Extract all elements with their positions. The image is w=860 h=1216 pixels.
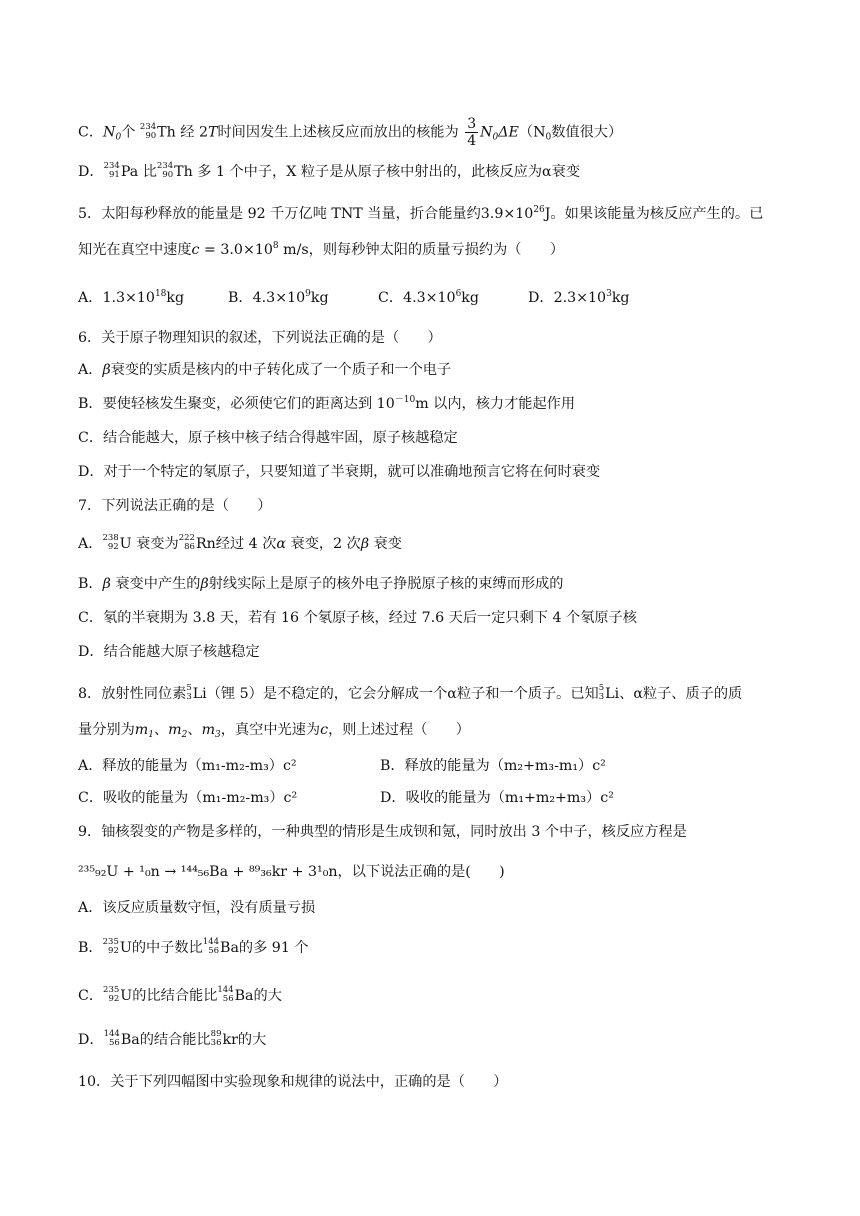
q9-option-b[interactable]: B． 235 92 U的中子数比 144 56 Ba的多 91 个 — [78, 937, 309, 956]
q5-option-a[interactable]: A．$1.3\times 10^{18}kg$ — [78, 289, 185, 306]
q7-option-a[interactable]: A． 238 92 U 衰变为 222 86 Rn经过 4 次α 衰变，2 次β 衰变 — [78, 533, 402, 552]
fraction: $\frac{3}{4}$ — [467, 116, 477, 149]
option-c-prev: C．$N_0$个 234 90 Th 经 2T时间因发生上述核反应而放出的核能为 $\frac{3}{4}$ $N_0\Delta E(N_0$数值很大） — [78, 116, 623, 149]
q9-option-c[interactable]: C． 235 92 U的比结合能比 144 56 Ba的大 — [78, 985, 282, 1004]
q8-option-c[interactable]: C．吸收的能量为（m₁-m₂-m₃）c² — [78, 790, 298, 806]
q9-option-a[interactable]: A．该反应质量数守恒，没有质量亏损 — [78, 900, 316, 916]
q6-option-a[interactable]: A．β衰变的实质是核内的中子转化成了一个质子和一个电子 — [78, 362, 452, 378]
q7-stem: 7．下列说法正确的是（ ） — [78, 498, 272, 514]
option-d-prev: D． 234 91 Pa 比 234 90 Th 多 1 个中子，X 粒子是从原子核中射出的，此核反应为α衰变 — [78, 161, 581, 180]
q6-stem: 6．关于原子物理知识的叙述，下列说法正确的是（ ） — [78, 330, 442, 346]
q5-stem-line2: 知光在真空中速度$c = 3.0\times 10^8$ m/s，则每秒钟太阳的质量亏损约为（ ） — [78, 241, 565, 258]
q6-option-c[interactable]: C．结合能越大，原子核中核子结合得越牢固，原子核越稳定 — [78, 430, 458, 446]
q8-option-b[interactable]: B．释放的能量为（m₂+m₃-m₁）c² — [380, 758, 606, 774]
q8-option-d[interactable]: D．吸收的能量为（m₁+m₂+m₃）c² — [380, 790, 614, 806]
q9-option-d[interactable]: D． 144 56 Ba的结合能比 89 36 kr的大 — [78, 1029, 267, 1048]
q5-stem-line1: 5．太阳每秒释放的能量是 92 千万亿吨 TNT 当量，折合能量约$3.9\times 10^{26}J$。如果该能量为核反应产生的。已 — [78, 205, 764, 222]
q5-option-d[interactable]: D．$2.3\times 10^3kg$ — [528, 289, 630, 306]
q8-stem-line1: 8．放射性同位素 5 3 Li（锂 5）是不稳定的，它会分解成一个α粒子和一个质子。已知 5 3 Li、α粒子、质子的质 — [78, 683, 743, 702]
q7-option-b[interactable]: B．β 衰变中产生的β射线实际上是原子的核外电子挣脱原子核的束缚而形成的 — [78, 576, 564, 592]
q10-stem: 10．关于下列四幅图中实验现象和规律的说法中，正确的是（ ） — [78, 1074, 508, 1090]
q7-option-c[interactable]: C．氡的半衰期为 3.8 天，若有 16 个氡原子核，经过 7.6 天后一定只剩下 4 个氡原子核 — [78, 610, 637, 626]
q5-option-b[interactable]: B．$4.3\times 10^9kg$ — [228, 289, 329, 306]
q6-option-d[interactable]: D．对于一个特定的氡原子，只要知道了半衰期，就可以准确地预言它将在何时衰变 — [78, 464, 601, 480]
q5-option-c[interactable]: C．$4.3\times 10^6kg$ — [378, 289, 479, 306]
q9-equation: ²³⁵₉₂U + ¹₀n → ¹⁴⁴₅₆Ba + ⁸⁹₃₆kr + 3¹₀n，以下说法正确的是( ) — [78, 864, 505, 880]
q7-option-d[interactable]: D．结合能越大原子核越稳定 — [78, 644, 260, 660]
q8-option-a[interactable]: A．释放的能量为（m₁-m₂-m₃）c² — [78, 758, 297, 774]
nuclear-equation: ²³⁵₉₂U + ¹₀n → ¹⁴⁴₅₆Ba + ⁸⁹₃₆kr + 3¹₀n — [78, 864, 338, 880]
q8-stem-line2: 量分别为$m_1$、$m_2$、$m_3$，真空中光速为c，则上述过程（ ） — [78, 722, 470, 740]
q6-option-b[interactable]: B．要使轻核发生聚变，必须使它们的距离达到 $10^{-10}m$ 以内，核力才能起作用 — [78, 395, 576, 412]
q9-stem-line1: 9．铀核裂变的产物是多样的，一种典型的情形是生成钡和氪，同时放出 3 个中子，核反应方程是 — [78, 824, 687, 840]
